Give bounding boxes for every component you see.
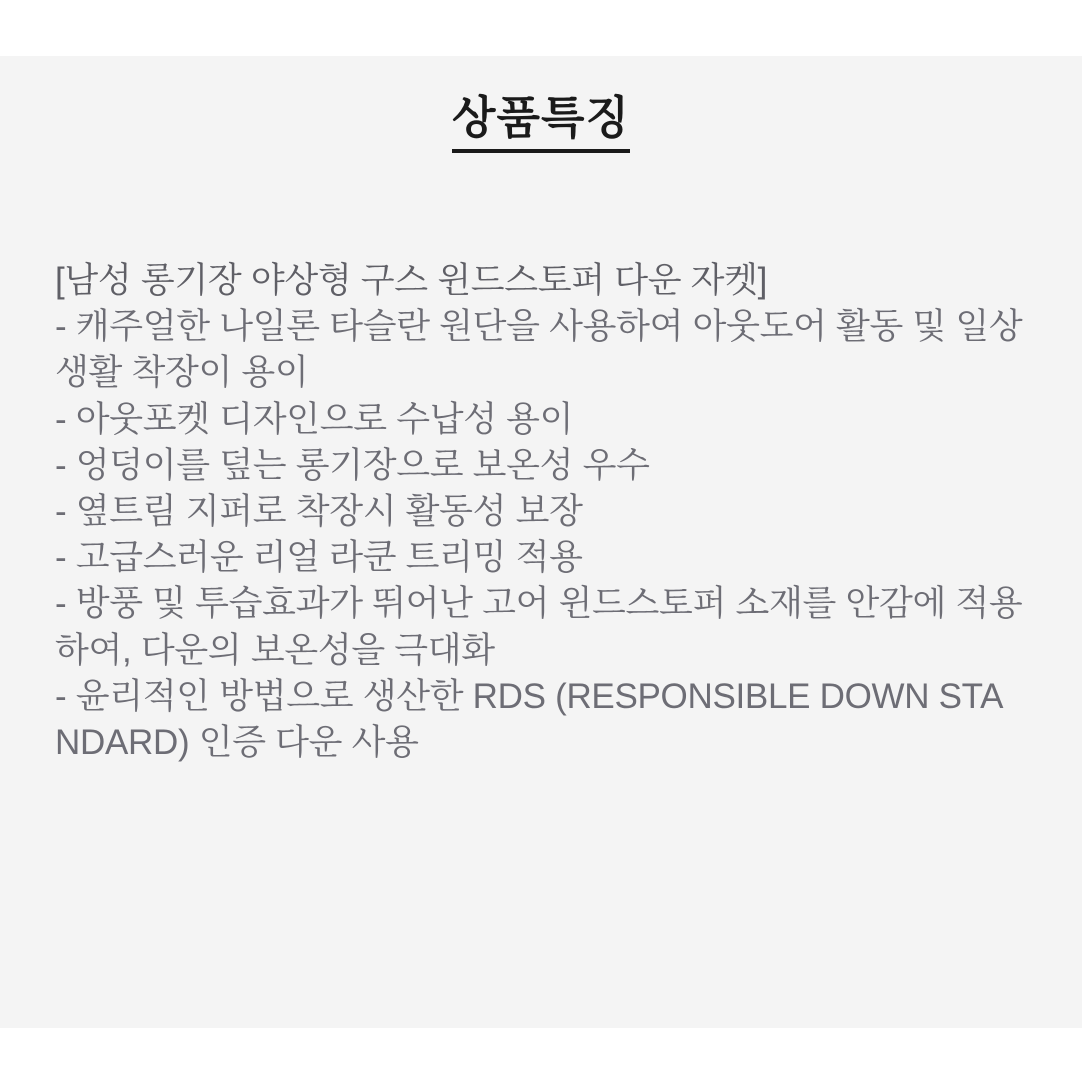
feature-line: - 캐주얼한 나일론 타슬란 원단을 사용하여 아웃도어 활동 및 일상생활 착장이 용이 bbox=[55, 307, 1023, 393]
feature-line: - 고급스러운 리얼 라쿤 트리밍 적용 bbox=[55, 538, 583, 578]
feature-line: [남성 롱기장 야상형 구스 윈드스토퍼 다운 자켓] bbox=[55, 261, 768, 300]
feature-line: - 옆트림 지퍼로 착장시 활동성 보장 bbox=[55, 491, 583, 531]
feature-line: - 아웃포켓 디자인으로 수납성 용이 bbox=[55, 399, 574, 439]
page-title: 상품특징 bbox=[452, 92, 630, 153]
feature-line: - 윤리적인 방법으로 생산한 RDS (RESPONSIBLE DOWN STANDARD) 인증 다운 사용 bbox=[55, 676, 1004, 762]
feature-line: - 방풍 및 투습효과가 뛰어난 고어 윈드스토퍼 소재를 안감에 적용하여, 다운의 보온성을 극대화 bbox=[55, 584, 1023, 670]
feature-line: - 엉덩이를 덮는 롱기장으로 보온성 우수 bbox=[55, 445, 650, 485]
page-title-container bbox=[0, 92, 1082, 153]
feature-list bbox=[55, 258, 1025, 766]
